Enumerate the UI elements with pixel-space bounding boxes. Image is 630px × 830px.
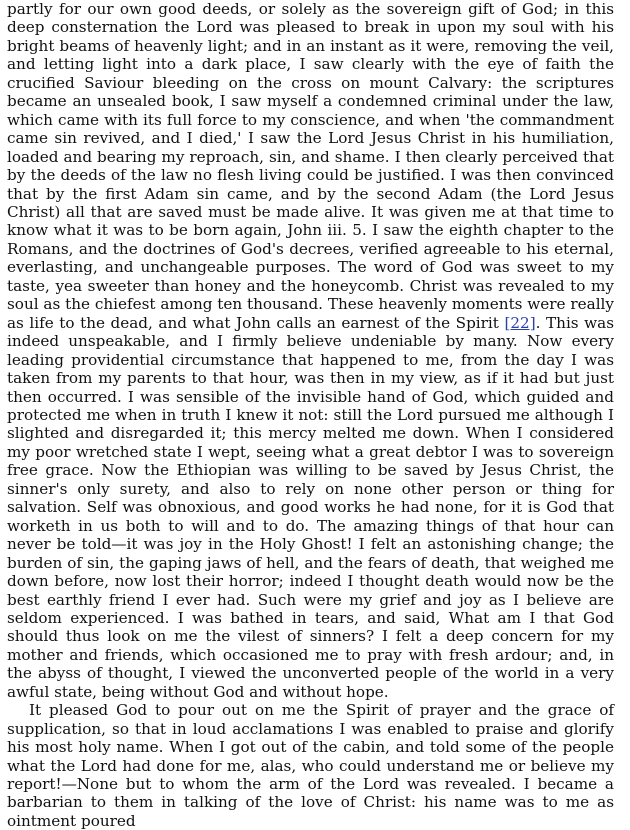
footnote-link-22[interactable]: [22] [504, 313, 536, 332]
paragraph-1 [7, 0, 614, 701]
paragraph-2: It pleased God to pour out on me the Spirit of prayer and the grace of supplication, so that in loud acclamations I was enabled to praise and glorify his most holy name. When I got out of the cabin, and told some of the people what the Lord had done for me, alas, who could understand me or believe my report!—None but to whom the arm of the Lord was revealed. I became a barbarian to them in talking of the love of Christ: his name was to me as ointment poured [7, 701, 614, 830]
paragraph-1-text-before: partly for our own good deeds, or solely as the sovereign gift of God; in this deep consternation the Lord was pleased to break in upon my soul with his bright beams of heavenly light; and in an instant as it were, removing the veil, and letting light into a dark place, I saw clearly with the eye of faith the crucified Saviour bleeding on the cross on mount Calvary: the scriptures became an unsealed book, I saw myself a condemned criminal under the law, which came with its full force to my conscience, and when 'the commandment came sin revived, and I died,' I saw the Lord Jesus Christ in his humiliation, loaded and bearing my reproach, sin, and shame. I then clearly perceived that by the deeds of the law no flesh living could be justified. I was then convinced that by the first Adam sin came, and by the second Adam (the Lord Jesus Christ) all that are saved must be made alive. It was given me at that time to know what it was to be born again, John iii. 5. I saw the eighth chapter to the Romans, and the doctrines of God's decrees, verified agreeable to his eternal, everlasting, and unchangeable purposes. The word of God was sweet to my taste, yea sweeter than honey and the honeycomb. Christ was revealed to my soul as the chiefest among ten thousand. These heavenly moments were really as life to the dead, and what John calls an earnest of the Spirit [7, 0, 614, 332]
paragraph-1-text-after: . This was indeed unspeakable, and I firmly believe undeniable by many. Now every leading providential circumstance that happened to me, from the day I was taken from my parents to that hour, was then in my view, as if it had but just then occurred. I was sensible of the invisible hand of God, which guided and protected me when in truth I knew it not: still the Lord pursued me although I slighted and disregarded it; this mercy melted me down. When I considered my poor wretched state I wept, seeing what a great debtor I was to sovereign free grace. Now the Ethiopian was willing to be saved by Jesus Christ, the sinner's only surety, and also to rely on none other person or thing for salvation. Self was obnoxious, and good works he had none, for it is God that worketh in us both to will and to do. The amazing things of that hour can never be told—it was joy in the Holy Ghost! I felt an astonishing change; the burden of sin, the gaping jaws of hell, and the fears of death, that weighed me down before, now lost their horror; indeed I thought death would now be the best earthly friend I ever had. Such were my grief and joy as I believe are seldom experienced. I was bathed in tears, and said, What am I that God should thus look on me the vilest of sinners? I felt a deep concern for my mother and friends, which occasioned me to pray with fresh ardour; and, in the abyss of thought, I viewed the unconverted people of the world in a very awful state, being without God and without hope. [7, 313, 614, 701]
document-page [7, 0, 614, 830]
